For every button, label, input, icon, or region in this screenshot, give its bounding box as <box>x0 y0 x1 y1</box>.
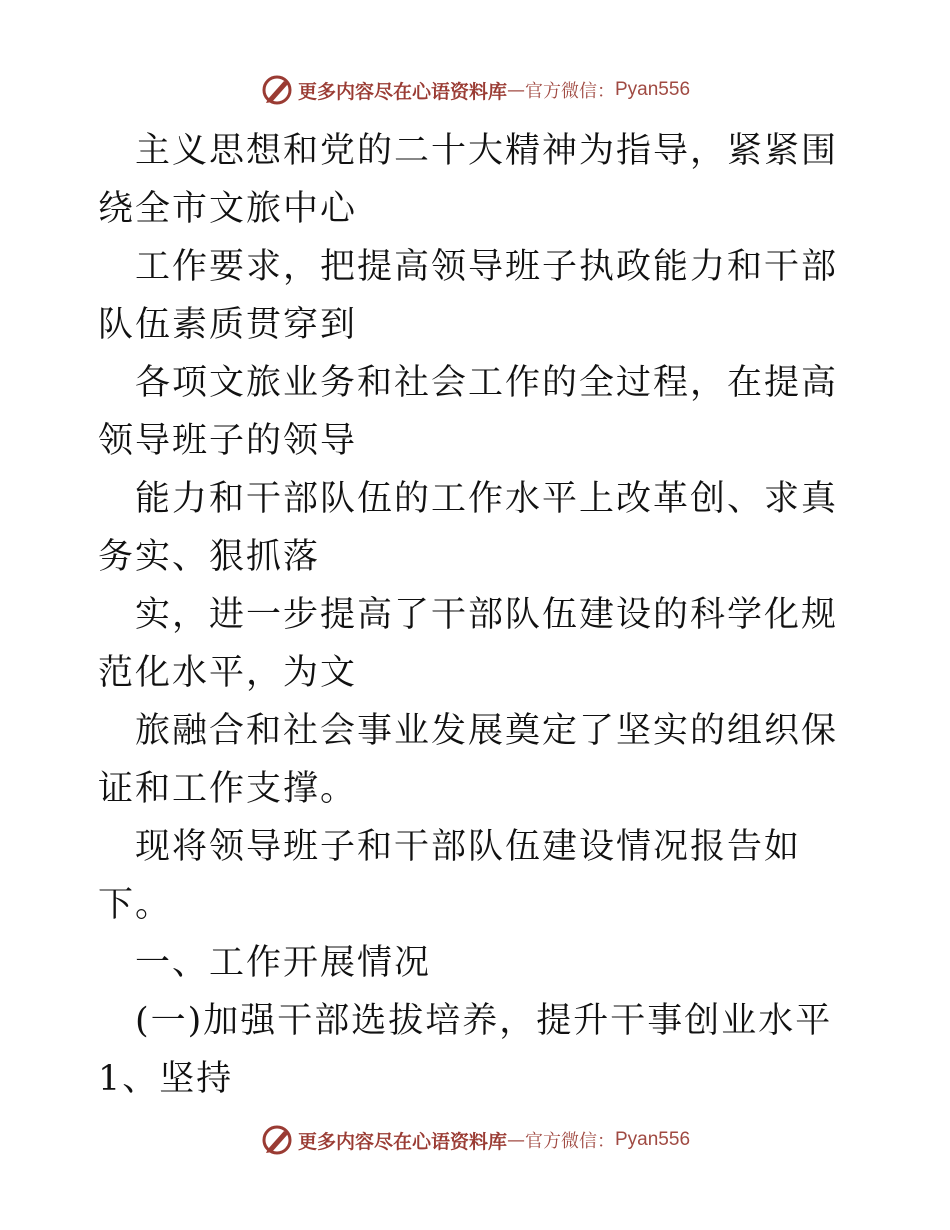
body-paragraph-2: 工作要求，把提高领导班子执政能力和干部队伍素质贯穿到 <box>98 247 839 345</box>
body-paragraph-7: 现将领导班子和干部队伍建设情况报告如下。 <box>98 827 802 925</box>
pen-circle-logo-icon <box>260 1123 294 1157</box>
subsection-heading: (一)加强干部选拔培养，提升干事创业水平 1、坚持 <box>98 1001 833 1099</box>
banner-dash: — <box>507 79 525 101</box>
banner-dash: — <box>507 1129 525 1151</box>
banner-main-text: 更多内容尽在心语资料库 <box>297 1130 507 1153</box>
banner-main-text: 更多内容尽在心语资料库 <box>297 80 507 103</box>
banner-sub-text: 官方微信： <box>525 1131 615 1152</box>
body-paragraph-4: 能力和干部队伍的工作水平上改革创、求真务实、狠抓落 <box>98 479 839 577</box>
banner-wechat-id: Pyan556 <box>615 1129 691 1150</box>
body-paragraph-6: 旅融合和社会事业发展奠定了坚实的组织保证和工作支撑。 <box>98 711 839 809</box>
body-paragraph-5: 实，进一步提高了干部队伍建设的科学化规范化水平，为文 <box>98 595 839 693</box>
banner-sub-text: 官方微信： <box>525 81 615 102</box>
body-paragraph-3: 各项文旅业务和社会工作的全过程，在提高领导班子的领导 <box>98 363 839 461</box>
pen-circle-logo-icon <box>260 73 294 107</box>
document-body <box>98 122 858 1108</box>
body-paragraph-1: 主义思想和党的二十大精神为指导，紧紧围绕全市文旅中心 <box>98 131 839 229</box>
header-banner <box>0 70 950 110</box>
banner-wechat-id: Pyan556 <box>615 79 691 100</box>
section-heading: 一、工作开展情况 <box>135 943 432 983</box>
footer-banner <box>0 1120 950 1160</box>
